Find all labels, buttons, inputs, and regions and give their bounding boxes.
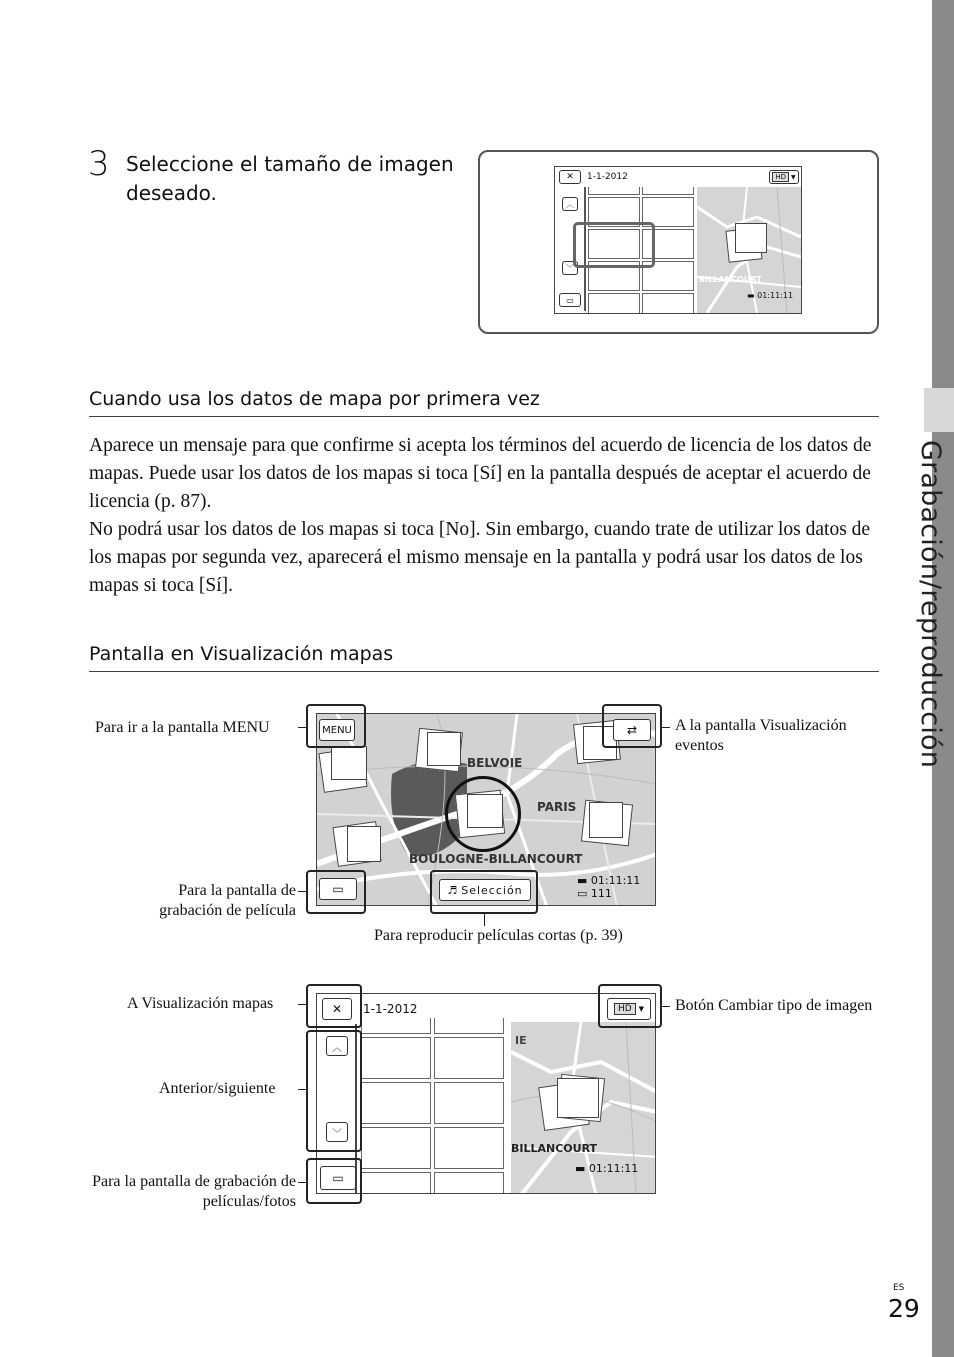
grid-cell[interactable] — [434, 1127, 504, 1169]
callout-record: Para la pantalla de grabación de película — [159, 882, 296, 919]
index-map-label: BILLANCOURT — [511, 1142, 598, 1155]
mini-map[interactable] — [697, 187, 801, 313]
step-text: Seleccione el tamaño de imagen deseado. — [126, 152, 454, 205]
chevron-down-icon: ▼ — [791, 173, 796, 181]
step-number: 3 — [88, 144, 110, 184]
mini-timecode: ▬ 01:11:11 — [747, 291, 794, 300]
callout-events: A la pantalla Visualización eventos — [675, 717, 847, 754]
page-number: 29 — [888, 1294, 920, 1323]
map-timecode: ▬ 01:11:11 ▭ 111 — [577, 874, 641, 900]
mini-record-icon[interactable]: ▭ — [559, 293, 581, 307]
map-photo-thumbnail[interactable] — [331, 746, 367, 780]
index-map[interactable] — [511, 1022, 656, 1194]
callout-map-view: A Visualización mapas — [127, 995, 274, 1012]
leader-line — [298, 891, 306, 892]
grid-cell[interactable] — [434, 1172, 504, 1194]
mini-grid-cell — [588, 187, 640, 195]
section-heading-first-use: Cuando usa los datos de mapa por primera vez — [89, 388, 540, 410]
mini-screen — [554, 166, 802, 314]
mini-map-label: BILLANCOURT — [699, 275, 762, 284]
hd-icon: HD — [772, 172, 789, 182]
map-photo-thumbnail[interactable] — [589, 802, 623, 838]
grid-cell[interactable] — [361, 1172, 431, 1194]
film-icon: ▬ — [577, 874, 591, 887]
swap-icon: ⇄ — [626, 723, 638, 737]
close-button[interactable]: ✕ — [322, 998, 352, 1020]
leader-line — [662, 727, 670, 728]
hd-icon: HD — [614, 1003, 636, 1015]
map-photo-thumbnail[interactable] — [735, 223, 767, 253]
mini-up-icon[interactable]: ︿ — [562, 197, 578, 211]
map-photo-thumbnail[interactable] — [557, 1078, 599, 1118]
section-body — [89, 432, 879, 600]
grid-cell[interactable] — [361, 1082, 431, 1124]
event-view-button[interactable] — [613, 719, 651, 741]
grid-cell[interactable] — [361, 1037, 431, 1079]
record-button-2[interactable] — [320, 1166, 356, 1190]
section-rule — [89, 416, 879, 417]
paragraph: No podrá usar los datos de los mapas si toca [No]. Sin embargo, cuando trate de utilizar los datos de los mapas por segunda vez, aparecerá el mismo mensaje en la pantalla y podrá usar los datos de los mapas si toca [Sí]. — [89, 519, 871, 596]
map-label-boulogne: BOULOGNE-BILLANCOURT — [409, 852, 583, 866]
chevron-up-icon: ︿ — [332, 1042, 342, 1054]
music-icon: ♬ — [447, 883, 459, 897]
language-code: ES — [893, 1283, 905, 1293]
map-label-paris: PARIS — [537, 800, 577, 814]
leader-line — [484, 914, 485, 926]
camera-icon: ▭ — [332, 1171, 344, 1185]
callout-menu: Para ir a la pantalla MENU — [95, 719, 270, 736]
callout-record-2: Para la pantalla de grabación de películas/fotos — [92, 1173, 296, 1210]
section-rule — [89, 671, 879, 672]
map-label-belvoie: BELVOIE — [467, 756, 523, 770]
film-icon: ▬ — [575, 1162, 589, 1175]
mini-grid-cell — [642, 187, 694, 195]
grid-cell[interactable] — [361, 1127, 431, 1169]
next-button[interactable] — [326, 1122, 348, 1142]
grid-cell — [434, 1018, 504, 1034]
current-location-circle — [445, 776, 521, 852]
leader-line — [662, 1006, 670, 1007]
grid-cell[interactable] — [434, 1037, 504, 1079]
menu-button[interactable]: MENU — [319, 719, 355, 741]
camera-icon: ▭ — [332, 882, 344, 896]
record-button[interactable] — [319, 878, 357, 900]
mini-image-type-button[interactable] — [769, 170, 799, 184]
callout-shorts: Para reproducir películas cortas (p. 39) — [374, 927, 623, 944]
leader-line — [298, 727, 306, 728]
photo-icon: ▭ — [577, 887, 591, 900]
mini-date: 1-1-2012 — [587, 172, 628, 182]
mini-down-icon[interactable]: ﹀ — [562, 261, 578, 275]
leader-line — [298, 1004, 306, 1005]
chevron-down-icon: ▼ — [638, 1005, 645, 1013]
mini-close-button[interactable]: ✕ — [559, 170, 581, 184]
map-photo-thumbnail[interactable] — [347, 826, 381, 862]
callout-prev-next: Anterior/siguiente — [159, 1080, 276, 1097]
film-icon: ▬ — [747, 291, 758, 300]
leader-line — [298, 1089, 306, 1090]
section-heading-map-view: Pantalla en Visualización mapas — [89, 643, 394, 665]
grid-cell[interactable] — [434, 1082, 504, 1124]
side-tab-marker — [924, 388, 954, 432]
map-photo-thumbnail[interactable] — [427, 732, 461, 766]
index-timecode: ▬ 01:11:11 — [575, 1162, 639, 1175]
previous-button[interactable] — [326, 1036, 348, 1056]
grid-cell — [361, 1018, 431, 1034]
mini-selection-highlight — [573, 222, 655, 268]
paragraph: Aparece un mensaje para que confirme si acepta los términos del acuerdo de licencia de los datos de mapas. Puede usar los datos de los mapas si toca [Sí] en la pantalla después de aceptar el acuerdo de licencia (p. 87). — [89, 435, 872, 512]
index-date: 1-1-2012 — [363, 1002, 418, 1016]
selection-button[interactable]: ♬ Selección — [439, 879, 531, 901]
leader-line — [298, 1182, 306, 1183]
mini-grid-cell[interactable] — [588, 293, 640, 314]
side-title: Grabación/reproducción — [915, 440, 946, 769]
image-type-button[interactable] — [607, 998, 651, 1020]
chevron-down-icon: ﹀ — [332, 1128, 342, 1140]
index-map-label-fragment: IE — [515, 1034, 527, 1047]
callout-change-type: Botón Cambiar tipo de imagen — [675, 997, 873, 1014]
mini-grid-cell[interactable] — [642, 293, 694, 314]
